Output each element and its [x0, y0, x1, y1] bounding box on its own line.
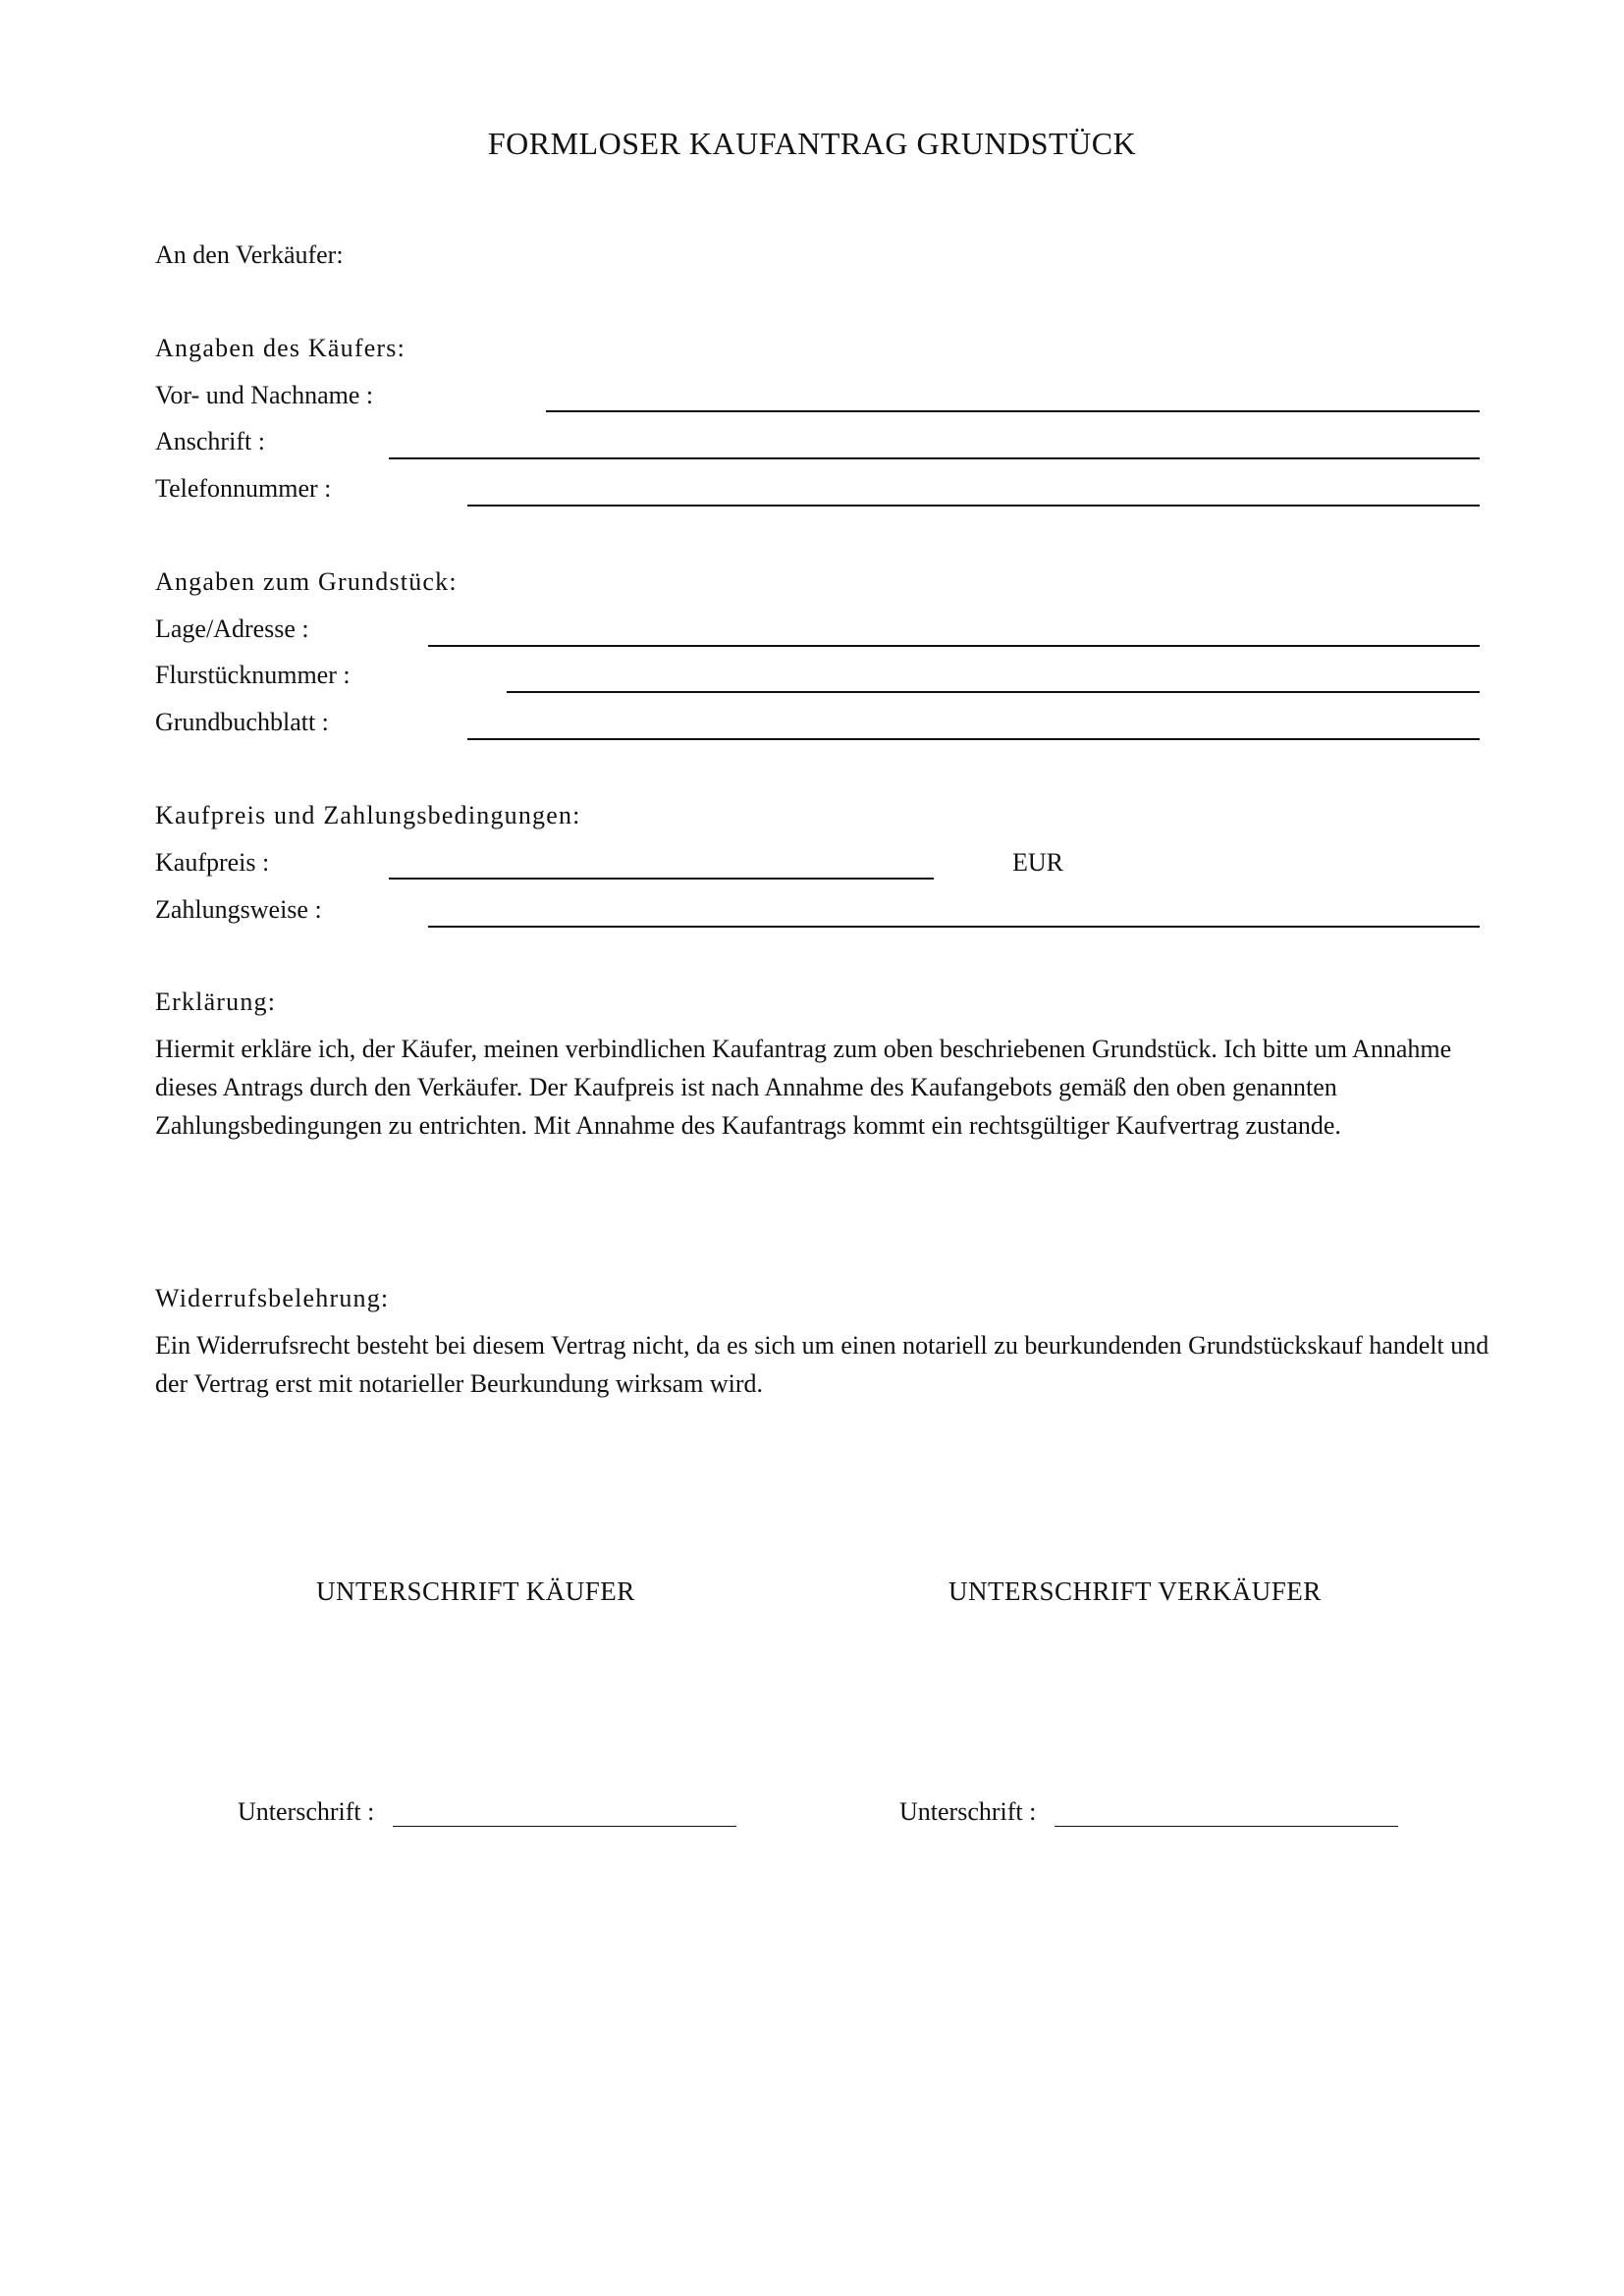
buyer-name-field[interactable]: [546, 410, 1480, 412]
withdrawal-text: Ein Widerrufsrecht besteht bei diesem Vertrag nicht, da es sich um einen notariell zu beurkundenden Grundstückskauf handelt und der Vertrag erst mit notarieller Beurkundung wirksam wird.: [155, 1331, 1489, 1398]
property-parcel-field[interactable]: [507, 691, 1480, 693]
currency-label: EUR: [1012, 848, 1063, 877]
buyer-address-field[interactable]: [389, 457, 1480, 459]
declaration-heading: Erklärung:: [155, 988, 277, 1016]
document-title: FORMLOSER KAUFANTRAG GRUNDSTÜCK: [487, 126, 1137, 161]
withdrawal-heading: Widerrufsbelehrung:: [155, 1284, 390, 1312]
buyer-address-label: Anschrift :: [155, 427, 265, 455]
recipient-label: An den Verkäufer:: [155, 240, 344, 269]
declaration-text: Hiermit erkläre ich, der Käufer, meinen verbindlichen Kaufantrag zum oben beschriebenen Grundstück. Ich bitte um Annahme dieses Antrags durch den Verkäufer. Der Kaufpreis ist nach Annahme des Kaufangebots gemäß den oben genannten Zahlungsbedingungen zu entrichten. Mit Annahme des Kaufantrags kommt ein rechtsgültiger Kaufvertrag zustande.: [155, 1035, 1452, 1140]
seller-signature-field[interactable]: [1055, 1826, 1398, 1827]
price-heading: Kaufpreis und Zahlungsbedingungen:: [155, 801, 581, 829]
property-heading: Angaben zum Grundstück:: [155, 567, 458, 596]
property-location-label: Lage/Adresse :: [155, 614, 309, 643]
payment-label: Zahlungsweise :: [155, 895, 322, 924]
seller-signature-title: UNTERSCHRIFT VERKÄUFER: [948, 1576, 1322, 1606]
buyer-phone-field[interactable]: [467, 505, 1480, 507]
buyer-name-label: Vor- und Nachname :: [155, 381, 374, 409]
payment-field[interactable]: [428, 926, 1480, 928]
price-label: Kaufpreis :: [155, 848, 270, 877]
buyer-phone-label: Telefonnummer :: [155, 474, 332, 503]
buyer-signature-field[interactable]: [393, 1826, 736, 1827]
buyer-signature-label: Unterschrift :: [238, 1797, 375, 1826]
buyer-signature-title: UNTERSCHRIFT KÄUFER: [316, 1576, 635, 1606]
property-land-register-field[interactable]: [467, 738, 1480, 740]
seller-signature-label: Unterschrift :: [899, 1797, 1037, 1826]
property-parcel-label: Flurstücknummer :: [155, 661, 351, 689]
buyer-heading: Angaben des Käufers:: [155, 334, 406, 362]
property-land-register-label: Grundbuchblatt :: [155, 708, 329, 736]
property-location-field[interactable]: [428, 645, 1480, 647]
price-field[interactable]: [389, 878, 934, 880]
